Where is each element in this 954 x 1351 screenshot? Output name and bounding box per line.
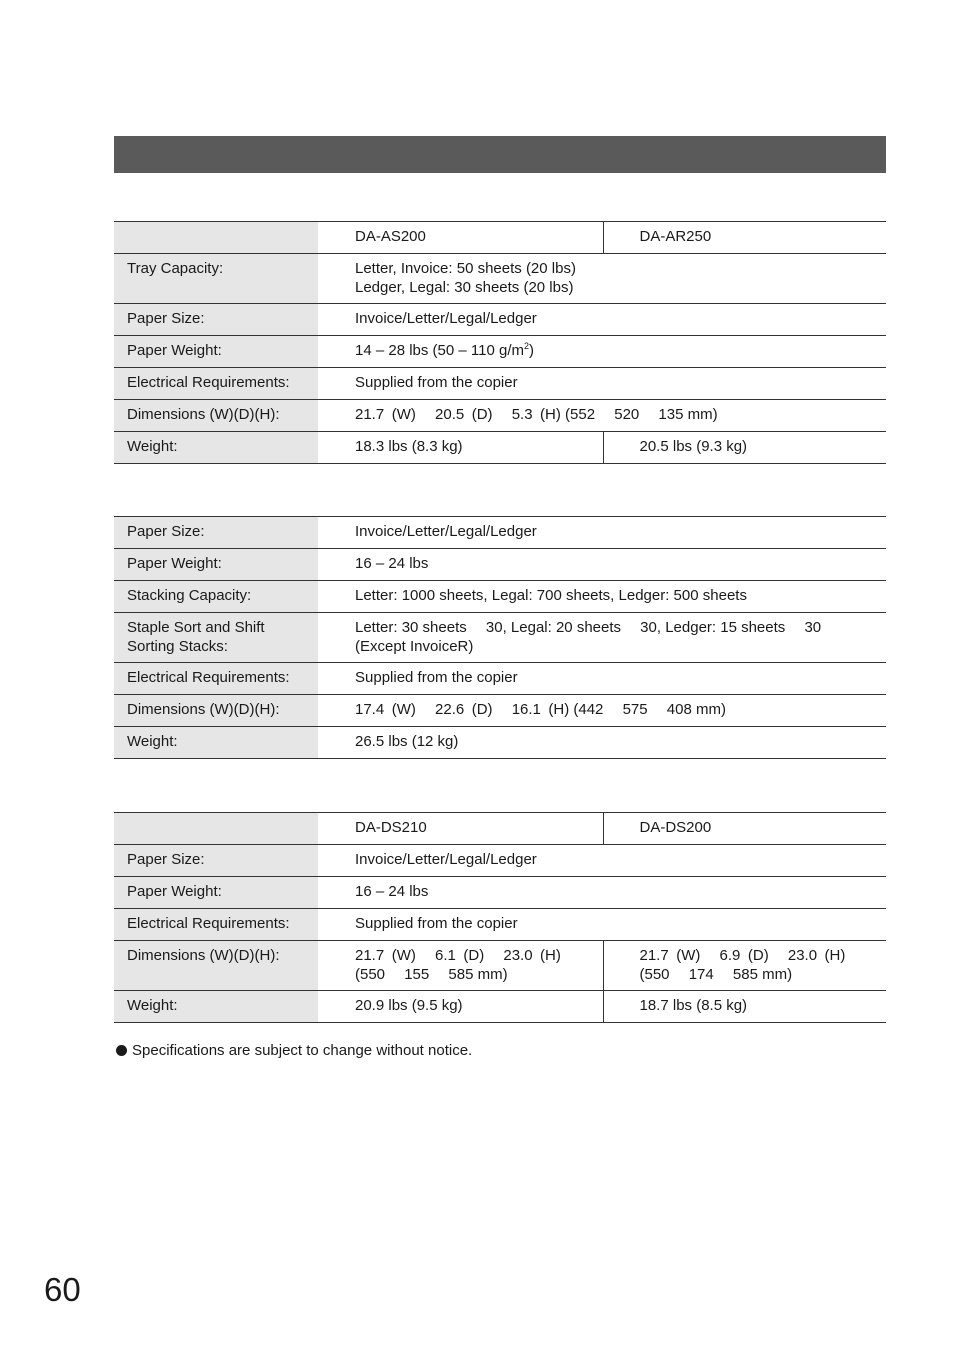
table-row — [114, 941, 886, 991]
row-label: Weight: — [114, 991, 318, 1023]
row-label: Paper Weight: — [114, 877, 318, 909]
row-label: Paper Weight: — [114, 336, 318, 368]
bullet-icon — [116, 1045, 127, 1056]
row-value-b — [603, 941, 886, 991]
table-row — [114, 336, 886, 368]
row-label — [114, 613, 318, 663]
value-line: (550 155 585 mm) — [355, 966, 508, 983]
row-value: Invoice/Letter/Legal/Ledger — [355, 310, 537, 327]
row-value — [318, 336, 886, 368]
row-label: Dimensions (W)(D)(H): — [114, 400, 318, 432]
label-line: Staple Sort and Shift — [127, 619, 265, 636]
row-label: Paper Size: — [114, 845, 318, 877]
value-text: 14 – 28 lbs (50 – 110 g/m — [355, 342, 524, 359]
value-line: 21.7 (W) 6.1 (D) 23.0 (H) — [355, 947, 561, 964]
table-row — [114, 254, 886, 304]
row-label-empty — [114, 813, 318, 845]
table-row — [114, 304, 886, 336]
row-label: Weight: — [114, 727, 318, 759]
row-value: Invoice/Letter/Legal/Ledger — [355, 523, 537, 540]
model-a: DA-DS210 — [355, 819, 427, 836]
table-row — [114, 432, 886, 464]
table-row — [114, 613, 886, 663]
row-label: Stacking Capacity: — [114, 581, 318, 613]
value-line: (Except InvoiceR) — [355, 638, 474, 655]
table-row — [114, 695, 886, 727]
table-row-models — [114, 222, 886, 254]
section-header-bar — [114, 136, 886, 173]
row-label: Tray Capacity: — [114, 254, 318, 304]
row-label: Electrical Requirements: — [114, 663, 318, 695]
spec-table-document-stand — [114, 812, 886, 1023]
row-value-b: 18.7 lbs (8.5 kg) — [603, 991, 886, 1023]
row-value — [318, 613, 886, 663]
row-value-a: 18.3 lbs (8.3 kg) — [355, 438, 463, 455]
row-label: Paper Size: — [114, 304, 318, 336]
row-value-a — [318, 941, 603, 991]
label-line: Sorting Stacks: — [127, 638, 228, 655]
row-value: 21.7 (W) 20.5 (D) 5.3 (H) (552 520 135 mm) — [355, 406, 718, 423]
spec-table-finisher — [114, 516, 886, 759]
row-value-b: 20.5 lbs (9.3 kg) — [603, 432, 886, 464]
row-value: 26.5 lbs (12 kg) — [355, 733, 459, 750]
superscript: 2 — [524, 341, 530, 351]
row-value: Supplied from the copier — [355, 374, 518, 391]
table-row — [114, 368, 886, 400]
row-value: 16 – 24 lbs — [355, 555, 429, 572]
row-label: Dimensions (W)(D)(H): — [114, 941, 318, 991]
table-row — [114, 581, 886, 613]
specifications-note — [116, 1041, 472, 1060]
value-line: 21.7 (W) 6.9 (D) 23.0 (H) — [639, 947, 846, 964]
row-label: Paper Weight: — [114, 549, 318, 581]
row-value: Invoice/Letter/Legal/Ledger — [355, 851, 537, 868]
page-number: 60 — [44, 1271, 81, 1308]
table-row-models — [114, 813, 886, 845]
value-line: Letter: 30 sheets 30, Legal: 20 sheets 30, Ledger: 15 sheets 30 — [355, 619, 822, 636]
model-a: DA-AS200 — [355, 228, 426, 245]
model-b: DA-AR250 — [603, 222, 886, 254]
table-row — [114, 877, 886, 909]
row-label: Paper Size: — [114, 517, 318, 549]
row-value: 16 – 24 lbs — [355, 883, 429, 900]
table-row — [114, 909, 886, 941]
row-value-a: 20.9 lbs (9.5 kg) — [355, 997, 463, 1014]
row-value: Supplied from the copier — [355, 669, 518, 686]
row-label-empty — [114, 222, 318, 254]
table-row — [114, 400, 886, 432]
table-row — [114, 845, 886, 877]
value-line: Letter, Invoice: 50 sheets (20 lbs) — [355, 260, 576, 277]
table-row — [114, 991, 886, 1023]
table-row — [114, 727, 886, 759]
row-label: Electrical Requirements: — [114, 368, 318, 400]
row-label: Electrical Requirements: — [114, 909, 318, 941]
table-row — [114, 549, 886, 581]
value-line: (550 174 585 mm) — [639, 966, 793, 983]
row-value: Letter: 1000 sheets, Legal: 700 sheets, Ledger: 500 sheets — [355, 587, 747, 604]
note-text: Specifications are subject to change without notice. — [132, 1042, 473, 1059]
row-label: Dimensions (W)(D)(H): — [114, 695, 318, 727]
table-row — [114, 663, 886, 695]
value-line: Ledger, Legal: 30 sheets (20 lbs) — [355, 279, 574, 296]
value-suffix: ) — [529, 342, 535, 359]
table-row — [114, 517, 886, 549]
spec-table-sorter — [114, 221, 886, 464]
row-value: 17.4 (W) 22.6 (D) 16.1 (H) (442 575 408 mm) — [355, 701, 726, 718]
row-value: Supplied from the copier — [355, 915, 518, 932]
row-value — [318, 254, 886, 304]
model-b: DA-DS200 — [603, 813, 886, 845]
row-label: Weight: — [114, 432, 318, 464]
